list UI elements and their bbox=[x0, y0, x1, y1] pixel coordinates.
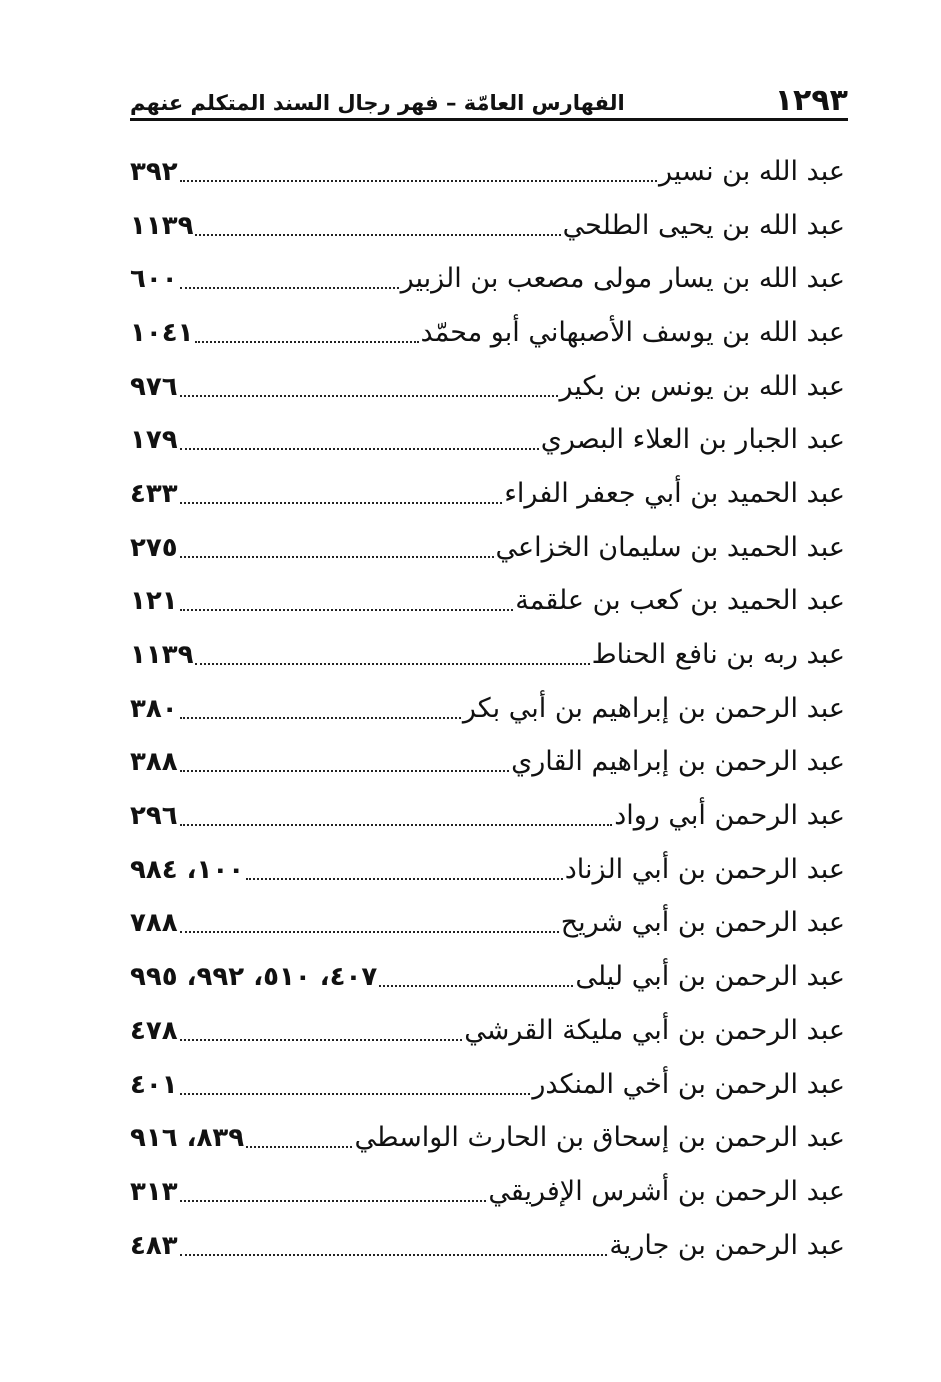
dot-leader bbox=[180, 931, 559, 933]
entry-name: عبد الجبار بن العلاء البصري bbox=[540, 424, 845, 456]
dot-leader bbox=[180, 824, 613, 826]
dot-leader bbox=[180, 556, 494, 558]
index-entry bbox=[130, 306, 845, 360]
index-entry bbox=[130, 1004, 845, 1058]
index-entry bbox=[130, 521, 845, 575]
entry-page-numbers: ١١٣٩ bbox=[130, 640, 194, 671]
entry-name: عبد الرحمن أبي رواد bbox=[614, 800, 845, 832]
index-entry bbox=[130, 1219, 845, 1273]
index-entry bbox=[130, 897, 845, 951]
dot-leader bbox=[195, 341, 418, 343]
entry-name: عبد الحميد بن أبي جعفر الفراء bbox=[504, 477, 845, 509]
dot-leader bbox=[180, 1039, 463, 1041]
dot-leader bbox=[180, 609, 514, 611]
entry-name: عبد الرحمن بن أبي مليكة القرشي bbox=[464, 1014, 845, 1046]
dot-leader bbox=[180, 395, 558, 397]
entry-page-numbers: ٤٠٧، ٥١٠، ٩٩٢، ٩٩٥ bbox=[130, 962, 378, 993]
entry-page-numbers: ٣٨٨ bbox=[130, 747, 178, 778]
index-entry bbox=[130, 736, 845, 790]
dot-leader bbox=[180, 180, 657, 182]
index-entry bbox=[130, 360, 845, 414]
entry-name: عبد الله بن نسير bbox=[658, 155, 845, 187]
entry-page-numbers: ٣٩٢ bbox=[130, 156, 178, 187]
entry-page-numbers: ١٧٩ bbox=[130, 425, 178, 456]
dot-leader bbox=[180, 1200, 487, 1202]
entry-page-numbers: ٩٧٦ bbox=[130, 371, 178, 402]
entry-name: عبد الله بن يوسف الأصبهاني أبو محمّد bbox=[420, 316, 845, 348]
index-entry bbox=[130, 413, 845, 467]
dot-leader bbox=[180, 717, 461, 719]
index-entry bbox=[130, 950, 845, 1004]
entry-name: عبد الرحمن بن جارية bbox=[609, 1229, 845, 1261]
index-entry bbox=[130, 789, 845, 843]
index-entry bbox=[130, 682, 845, 736]
entry-page-numbers: ٣١٣ bbox=[130, 1176, 178, 1207]
entry-page-numbers: ١١٣٩ bbox=[130, 210, 194, 241]
entry-name: عبد الله بن يحيى الطلحي bbox=[562, 209, 845, 241]
header-rule bbox=[130, 118, 848, 121]
dot-leader bbox=[180, 1254, 608, 1256]
entry-name: عبد الله بن يونس بن بكير bbox=[559, 370, 845, 402]
dot-leader bbox=[379, 985, 573, 987]
entry-page-numbers: ٤٣٣ bbox=[130, 478, 178, 509]
entry-page-numbers: ٤٨٣ bbox=[130, 1230, 178, 1261]
entry-page-numbers: ٨٣٩، ٩١٦ bbox=[130, 1123, 245, 1154]
page-header bbox=[130, 78, 848, 118]
entry-name: عبد الحميد بن سليمان الخزاعي bbox=[495, 531, 845, 563]
entry-name: عبد الرحمن بن إبراهيم بن أبي بكر bbox=[462, 692, 845, 724]
dot-leader bbox=[180, 770, 510, 772]
entry-name: عبد الرحمن بن أخي المنكدر bbox=[532, 1068, 845, 1100]
entry-name: عبد الحميد بن كعب بن علقمة bbox=[515, 585, 845, 617]
index-entries bbox=[130, 145, 845, 1272]
index-entry bbox=[130, 145, 845, 199]
index-entry bbox=[130, 199, 845, 253]
entry-name: عبد الرحمن بن إبراهيم القاري bbox=[511, 746, 845, 778]
dot-leader bbox=[180, 287, 399, 289]
entry-name: عبد ربه بن نافع الحناط bbox=[591, 639, 845, 671]
index-entry bbox=[130, 252, 845, 306]
entry-name: عبد الله بن يسار مولى مصعب بن الزبير bbox=[400, 263, 845, 295]
entry-page-numbers: ١٠٠، ٩٨٤ bbox=[130, 854, 245, 885]
entry-name: عبد الرحمن بن أبي الزناد bbox=[564, 853, 845, 885]
entry-page-numbers: ٤٠١ bbox=[130, 1069, 178, 1100]
index-entry bbox=[130, 1111, 845, 1165]
dot-leader bbox=[195, 663, 589, 665]
entry-page-numbers: ١٠٤١ bbox=[130, 317, 194, 348]
dot-leader bbox=[246, 878, 563, 880]
dot-leader bbox=[180, 448, 539, 450]
entry-page-numbers: ٢٩٦ bbox=[130, 801, 178, 832]
index-entry bbox=[130, 843, 845, 897]
dot-leader bbox=[195, 234, 560, 236]
running-title: الفهارس العامّة – فهر رجال السند المتكلم عنهم bbox=[130, 91, 625, 115]
entry-page-numbers: ١٢١ bbox=[130, 586, 178, 617]
entry-page-numbers: ٦٠٠ bbox=[130, 264, 178, 295]
entry-page-numbers: ٢٧٥ bbox=[130, 532, 178, 563]
page-number: ١٢٩٣ bbox=[774, 83, 848, 118]
entry-page-numbers: ٣٨٠ bbox=[130, 693, 178, 724]
index-entry bbox=[130, 1058, 845, 1112]
entry-page-numbers: ٧٨٨ bbox=[130, 908, 178, 939]
index-entry bbox=[130, 575, 845, 629]
dot-leader bbox=[180, 1093, 531, 1095]
entry-name: عبد الرحمن بن إسحاق بن الحارث الواسطي bbox=[354, 1122, 845, 1154]
entry-page-numbers: ٤٧٨ bbox=[130, 1015, 178, 1046]
dot-leader bbox=[246, 1146, 352, 1148]
entry-name: عبد الرحمن بن أشرس الإفريقي bbox=[488, 1175, 845, 1207]
index-entry bbox=[130, 628, 845, 682]
entry-name: عبد الرحمن بن أبي ليلى bbox=[575, 961, 845, 993]
index-entry bbox=[130, 1165, 845, 1219]
index-entry bbox=[130, 467, 845, 521]
entry-name: عبد الرحمن بن أبي شريح bbox=[560, 907, 845, 939]
dot-leader bbox=[180, 502, 503, 504]
